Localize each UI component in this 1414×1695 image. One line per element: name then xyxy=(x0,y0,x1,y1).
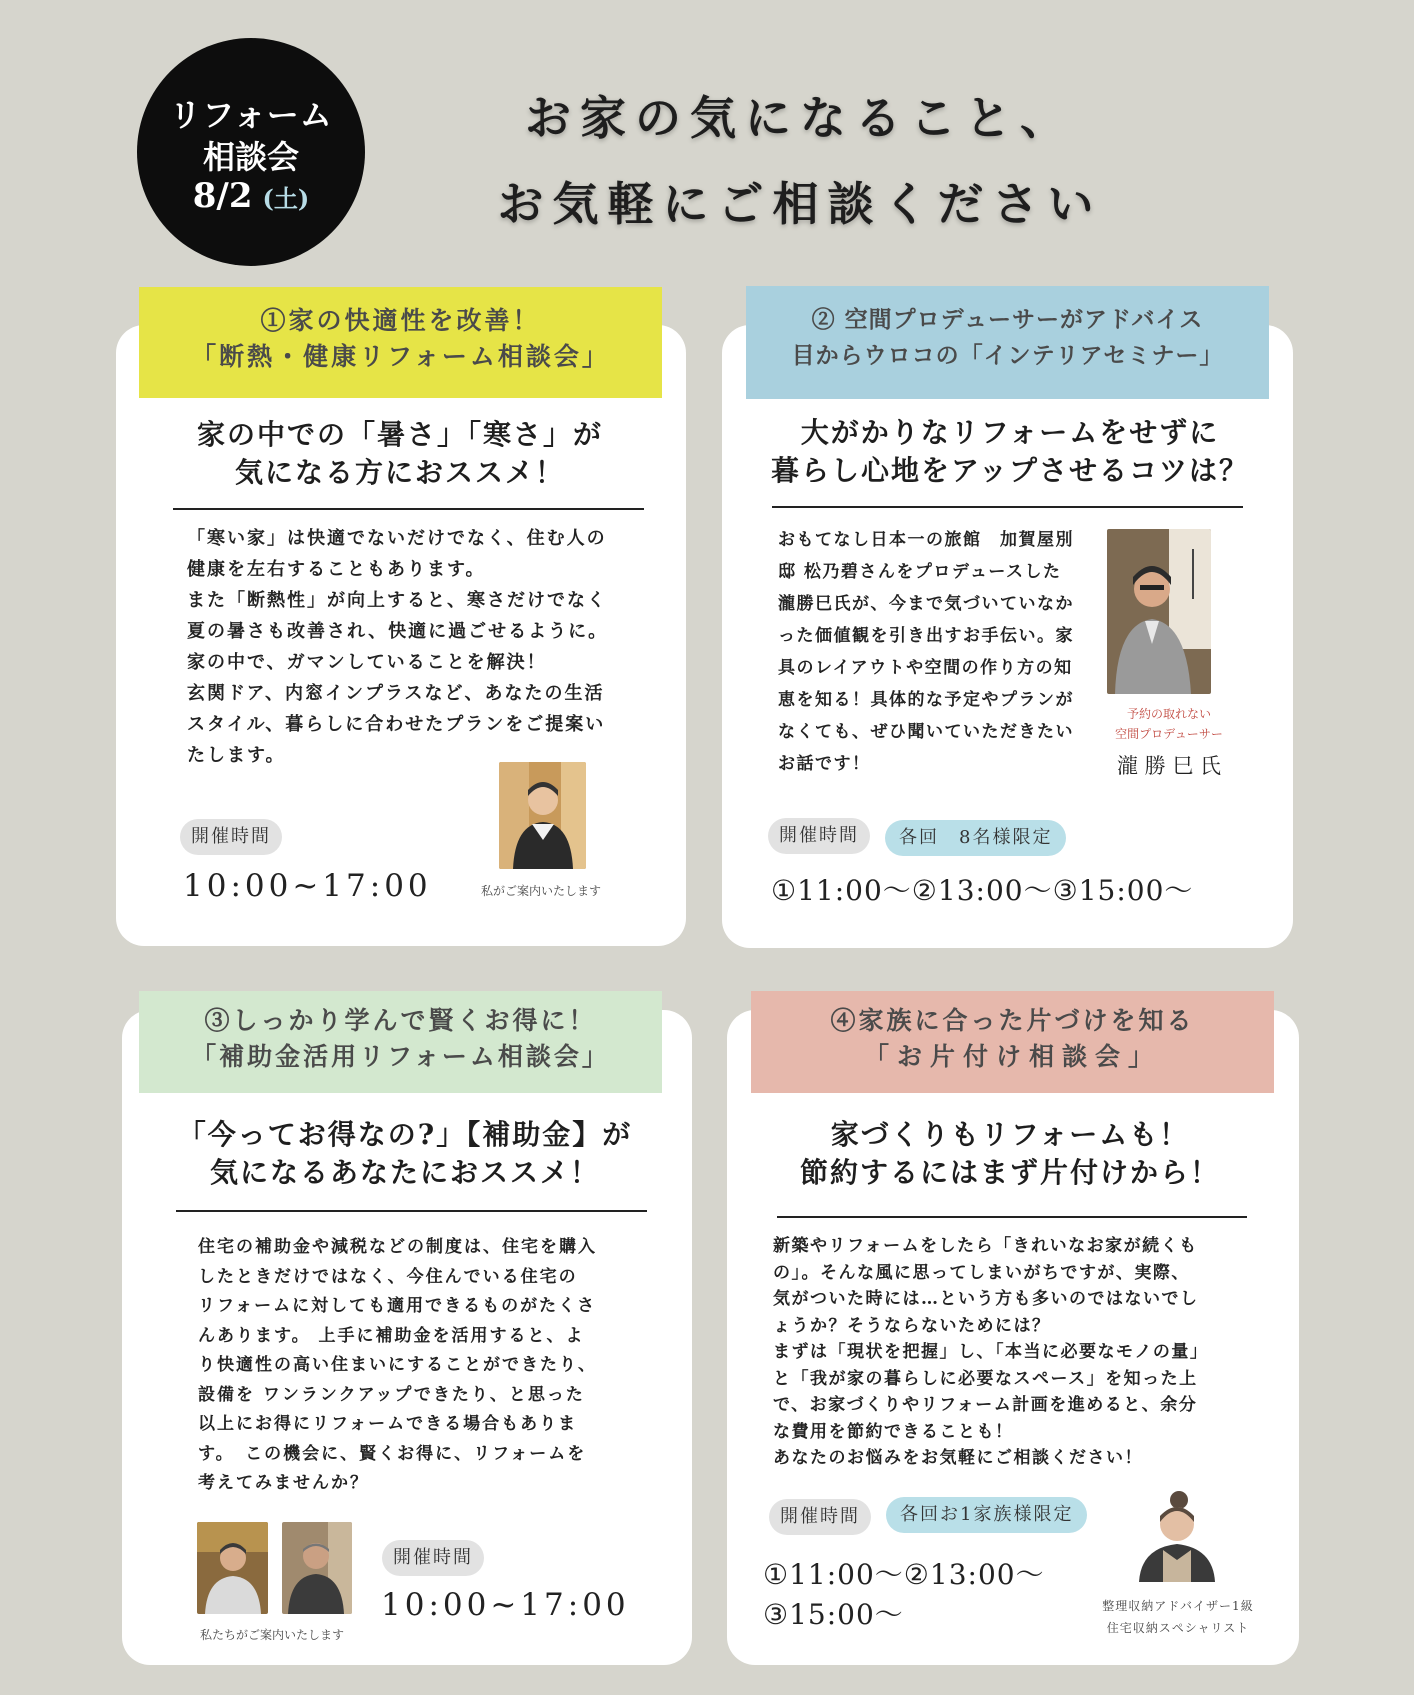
staff-caption: 私たちがご案内いたします xyxy=(200,1628,345,1642)
card-subsidy-body xyxy=(198,1233,648,1499)
tag-line2: 「お片付け相談会」 xyxy=(863,1042,1161,1071)
body-line: 健康を左右することもあります。 xyxy=(187,559,486,580)
body-line: リフォームに対しても適用できるものがたくさ xyxy=(198,1296,597,1316)
tag-line1: ③しっかり学んで賢くお得に！ xyxy=(204,1006,597,1035)
producer-name: 瀧 勝 巳 氏 xyxy=(1116,754,1222,778)
event-time-line1: ①11:00～②13:00～ xyxy=(763,1558,1045,1591)
body-line: スタイル、暮らしに合わせたプランをご提案い xyxy=(187,714,606,735)
body-line: り快適性の高い住まいにすることができたり、 xyxy=(198,1355,597,1375)
divider xyxy=(772,506,1243,508)
event-time: 10:00~17:00 xyxy=(381,1587,630,1623)
card-interior-tag xyxy=(746,286,1269,399)
producer-portrait-icon xyxy=(1107,529,1211,694)
time-label-badge: 開催時間 xyxy=(769,1499,871,1535)
body-line: 住宅の補助金や減税などの制度は、住宅を購入 xyxy=(198,1237,597,1257)
body-line: 「寒い家」は快適でないだけでなく、住む人の xyxy=(187,528,607,549)
subtitle-line2: 気になるあなたにおススメ！ xyxy=(209,1156,600,1189)
body-line: まずは「現状を把握」し、「本当に必要なモノの量」 xyxy=(773,1342,1209,1362)
capacity-badge: 各回お1家族様限定 xyxy=(886,1497,1087,1533)
body-line: あなたのお悩みをお気軽にご相談ください！ xyxy=(773,1448,1143,1468)
divider xyxy=(176,1210,647,1212)
headline-line1: お家の気になること、 xyxy=(525,91,1075,145)
subtitle-line2: 節約するにはまず片付けから！ xyxy=(799,1156,1220,1189)
body-line: お話です！ xyxy=(778,754,871,774)
headline-line2: お気軽にご相談ください xyxy=(497,177,1103,231)
body-line: たします。 xyxy=(187,745,286,766)
advisor-caption xyxy=(1093,1595,1263,1639)
staff-portrait-icon xyxy=(197,1522,268,1614)
body-line: したときだけではなく、今住んでいる住宅の xyxy=(198,1266,578,1287)
body-line: 家の中で、ガマンしていることを解決！ xyxy=(187,652,547,673)
subtitle-line2: 気になる方におススメ！ xyxy=(234,456,565,489)
subtitle-line2: 暮らし心地をアップさせるコツは？ xyxy=(770,454,1250,487)
card-organizing-subtitle xyxy=(760,1116,1260,1192)
body-line: った価値観を引き出すお手伝い。家 xyxy=(778,626,1074,646)
subtitle-line1: 「今ってお得なの?」【補助金】が xyxy=(177,1118,633,1151)
badge-date xyxy=(137,176,365,216)
card-organizing-tag xyxy=(751,991,1274,1093)
body-line: 設備を ワンランクアップできたり、と思った xyxy=(198,1384,585,1405)
badge-day: (土) xyxy=(262,184,310,213)
body-line: んあります。 上手に補助金を活用すると、よ xyxy=(198,1325,585,1346)
body-line: な費用を節約できることも！ xyxy=(773,1421,1014,1442)
body-line: 考えてみませんか？ xyxy=(198,1473,369,1493)
body-line: また「断熱性」が向上すると、寒さだけでなく xyxy=(187,590,607,611)
body-line: の」。そんな風に思ってしまいがちですが、実際、 xyxy=(773,1262,1190,1283)
body-line: 夏の暑さも改善され、快適に過ごせるように。 xyxy=(187,621,609,642)
body-line: す。 この機会に、賢くお得に、リフォームを xyxy=(198,1443,587,1464)
staff-portrait-icon xyxy=(499,762,586,869)
subtitle-line1: 大がかりなリフォームをせずに xyxy=(800,416,1220,449)
caption-line2: 空間プロデューサー xyxy=(1115,727,1223,741)
producer-photo xyxy=(1107,529,1211,694)
time-label-badge: 開催時間 xyxy=(768,818,870,854)
body-line: 邸 松乃碧さんをプロデュースした xyxy=(778,562,1062,582)
event-time: 10:00~17:00 xyxy=(183,868,432,904)
divider xyxy=(173,508,644,510)
badge-subtitle: 相談会 xyxy=(202,138,299,176)
tag-line2: 「断熱・健康リフォーム相談会」 xyxy=(191,342,610,371)
tag-line1: ①家の快適性を改善！ xyxy=(260,306,541,335)
body-line: なくても、ぜひ聞いていただきたい xyxy=(778,722,1074,742)
card-insulation-body xyxy=(187,523,657,771)
body-line: ょうか？そうならないためには？ xyxy=(773,1315,1051,1336)
badge-title: リフォーム xyxy=(169,96,333,134)
producer-caption xyxy=(1107,704,1231,744)
event-time: ①11:00～②13:00～③15:00～ xyxy=(771,874,1194,907)
staff-photo xyxy=(499,762,586,869)
card-interior-body xyxy=(778,524,1098,780)
caption-line2: 住宅収納スペシャリスト xyxy=(1106,1621,1250,1635)
tag-line2: 「補助金活用リフォーム相談会」 xyxy=(191,1042,610,1071)
advisor-portrait-icon xyxy=(1127,1490,1227,1582)
staff-caption: 私がご案内いたします xyxy=(481,884,602,898)
body-line: 新築やリフォームをしたら「きれいなお家が続くも xyxy=(773,1236,1198,1256)
tag-line1: ② 空間プロデューサーがアドバイス xyxy=(811,306,1204,333)
advisor-photo xyxy=(1127,1490,1227,1582)
time-label-badge: 開催時間 xyxy=(180,819,282,855)
caption-line1: 予約の取れない xyxy=(1126,707,1211,721)
body-line: おもてなし日本一の旅館 加賀屋別 xyxy=(778,530,1074,550)
card-insulation-tag xyxy=(139,287,662,398)
body-line: 以上にお得にリフォームできる場合もありま xyxy=(198,1414,578,1434)
card-organizing-body xyxy=(773,1233,1283,1472)
subtitle-line1: 家の中での「暑さ」「寒さ」が xyxy=(196,418,603,451)
capacity-badge: 各回 8名様限定 xyxy=(885,820,1066,856)
card-subsidy-subtitle xyxy=(150,1116,660,1192)
card-insulation-subtitle xyxy=(150,416,650,492)
event-time-line2: ③15:00～ xyxy=(763,1598,904,1631)
event-badge xyxy=(137,38,365,266)
divider xyxy=(777,1216,1247,1218)
staff-portrait-icon xyxy=(282,1522,352,1614)
body-line: 恵を知る！具体的な予定やプランが xyxy=(778,690,1074,710)
body-line: と「我が家の暮らしに必要なスペース」を知った上 xyxy=(773,1368,1198,1389)
tag-line2: 目からウロコの「インテリアセミナー」 xyxy=(791,342,1224,369)
body-line: で、お家づくりやリフォーム計画を進めると、余分 xyxy=(773,1395,1198,1415)
card-interior-subtitle xyxy=(740,414,1280,490)
tag-line1: ④家族に合った片づけを知る xyxy=(830,1006,1195,1035)
badge-date-value: 8/2 xyxy=(192,176,253,216)
staff-photo-1 xyxy=(197,1522,268,1614)
card-subsidy-tag xyxy=(139,991,662,1093)
body-line: 具のレイアウトや空間の作り方の知 xyxy=(778,658,1073,678)
body-line: 気がついた時には…という方も多いのではないでし xyxy=(773,1289,1199,1309)
body-line: 玄関ドア、内窓インプラスなど、あなたの生活 xyxy=(187,683,605,704)
body-line: 瀧勝巳氏が、今まで気づいていなか xyxy=(778,594,1074,614)
staff-photo-2 xyxy=(282,1522,352,1614)
time-label-badge: 開催時間 xyxy=(382,1540,484,1576)
subtitle-line1: 家づくりもリフォームも！ xyxy=(830,1118,1190,1151)
caption-line1: 整理収納アドバイザー1級 xyxy=(1102,1599,1254,1613)
